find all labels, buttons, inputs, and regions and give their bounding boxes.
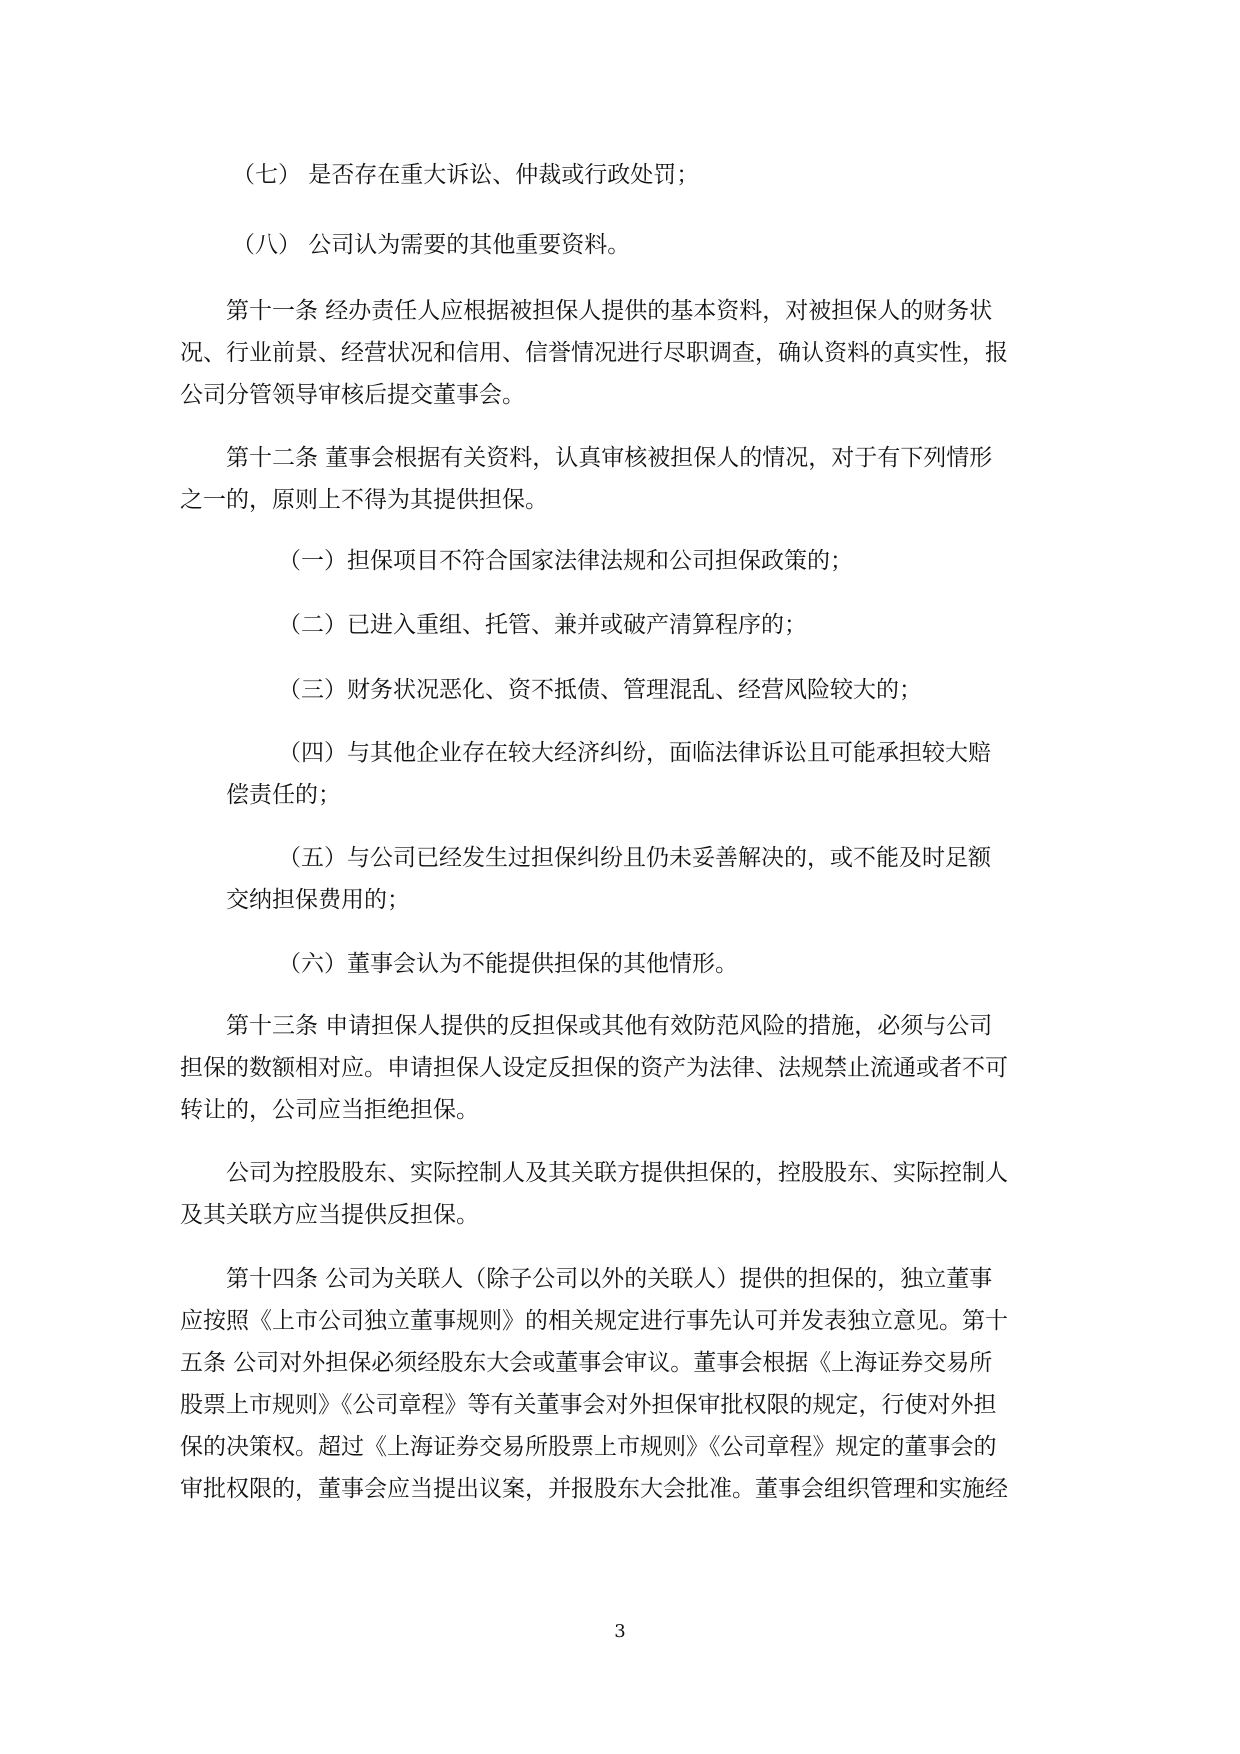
text-line: 应按照《上市公司独立董事规则》的相关规定进行事先认可并发表独立意见。第十: [180, 1308, 1008, 1334]
text-line: （五）与公司已经发生过担保纠纷且仍未妥善解决的，或不能及时足额: [278, 845, 991, 871]
page-number: 3: [614, 1621, 626, 1642]
text-line: 担保的数额相对应。申请担保人设定反担保的资产为法律、法规禁止流通或者不可: [180, 1055, 1008, 1081]
text-line: （一）担保项目不符合国家法律法规和公司担保政策的；: [278, 548, 853, 574]
text-line: 第十三条 申请担保人提供的反担保或其他有效防范风险的措施，必须与公司: [226, 1013, 993, 1039]
text-line: 公司分管领导审核后提交董事会。: [180, 382, 525, 408]
text-line: 保的决策权。超过《上海证券交易所股票上市规则》《公司章程》规定的董事会的: [180, 1434, 997, 1460]
text-line: （八） 公司认为需要的其他重要资料。: [232, 232, 631, 258]
text-line: 之一的，原则上不得为其提供担保。: [180, 487, 548, 513]
text-line: 及其关联方应当提供反担保。: [180, 1202, 479, 1228]
text-line: 股票上市规则》《公司章程》等有关董事会对外担保审批权限的规定，行使对外担: [180, 1392, 997, 1418]
text-line: （二）已进入重组、托管、兼并或破产清算程序的；: [278, 612, 807, 638]
text-line: （四）与其他企业存在较大经济纠纷，面临法律诉讼且可能承担较大赔: [278, 740, 991, 766]
text-line: 交纳担保费用的；: [226, 887, 410, 913]
text-line: 五条 公司对外担保必须经股东大会或董事会审议。董事会根据《上海证券交易所: [180, 1350, 993, 1376]
text-line: 第十二条 董事会根据有关资料，认真审核被担保人的情况，对于有下列情形: [226, 445, 993, 471]
text-line: （三）财务状况恶化、资不抵债、管理混乱、经营风险较大的；: [278, 677, 922, 703]
text-line: 转让的，公司应当拒绝担保。: [180, 1097, 479, 1123]
text-line: 第十四条 公司为关联人（除子公司以外的关联人）提供的担保的，独立董事: [226, 1266, 993, 1292]
text-line: 偿责任的；: [226, 782, 341, 808]
text-line: 公司为控股股东、实际控制人及其关联方提供担保的，控股股东、实际控制人: [226, 1160, 1008, 1186]
text-line: 况、行业前景、经营状况和信用、信誉情况进行尽职调查，确认资料的真实性，报: [180, 340, 1008, 366]
text-line: （七） 是否存在重大诉讼、仲裁或行政处罚；: [232, 162, 700, 188]
text-line: （六）董事会认为不能提供担保的其他情形。: [278, 951, 738, 977]
text-line: 审批权限的，董事会应当提出议案，并报股东大会批准。董事会组织管理和实施经: [180, 1476, 1008, 1502]
text-line: 第十一条 经办责任人应根据被担保人提供的基本资料，对被担保人的财务状: [226, 298, 993, 324]
